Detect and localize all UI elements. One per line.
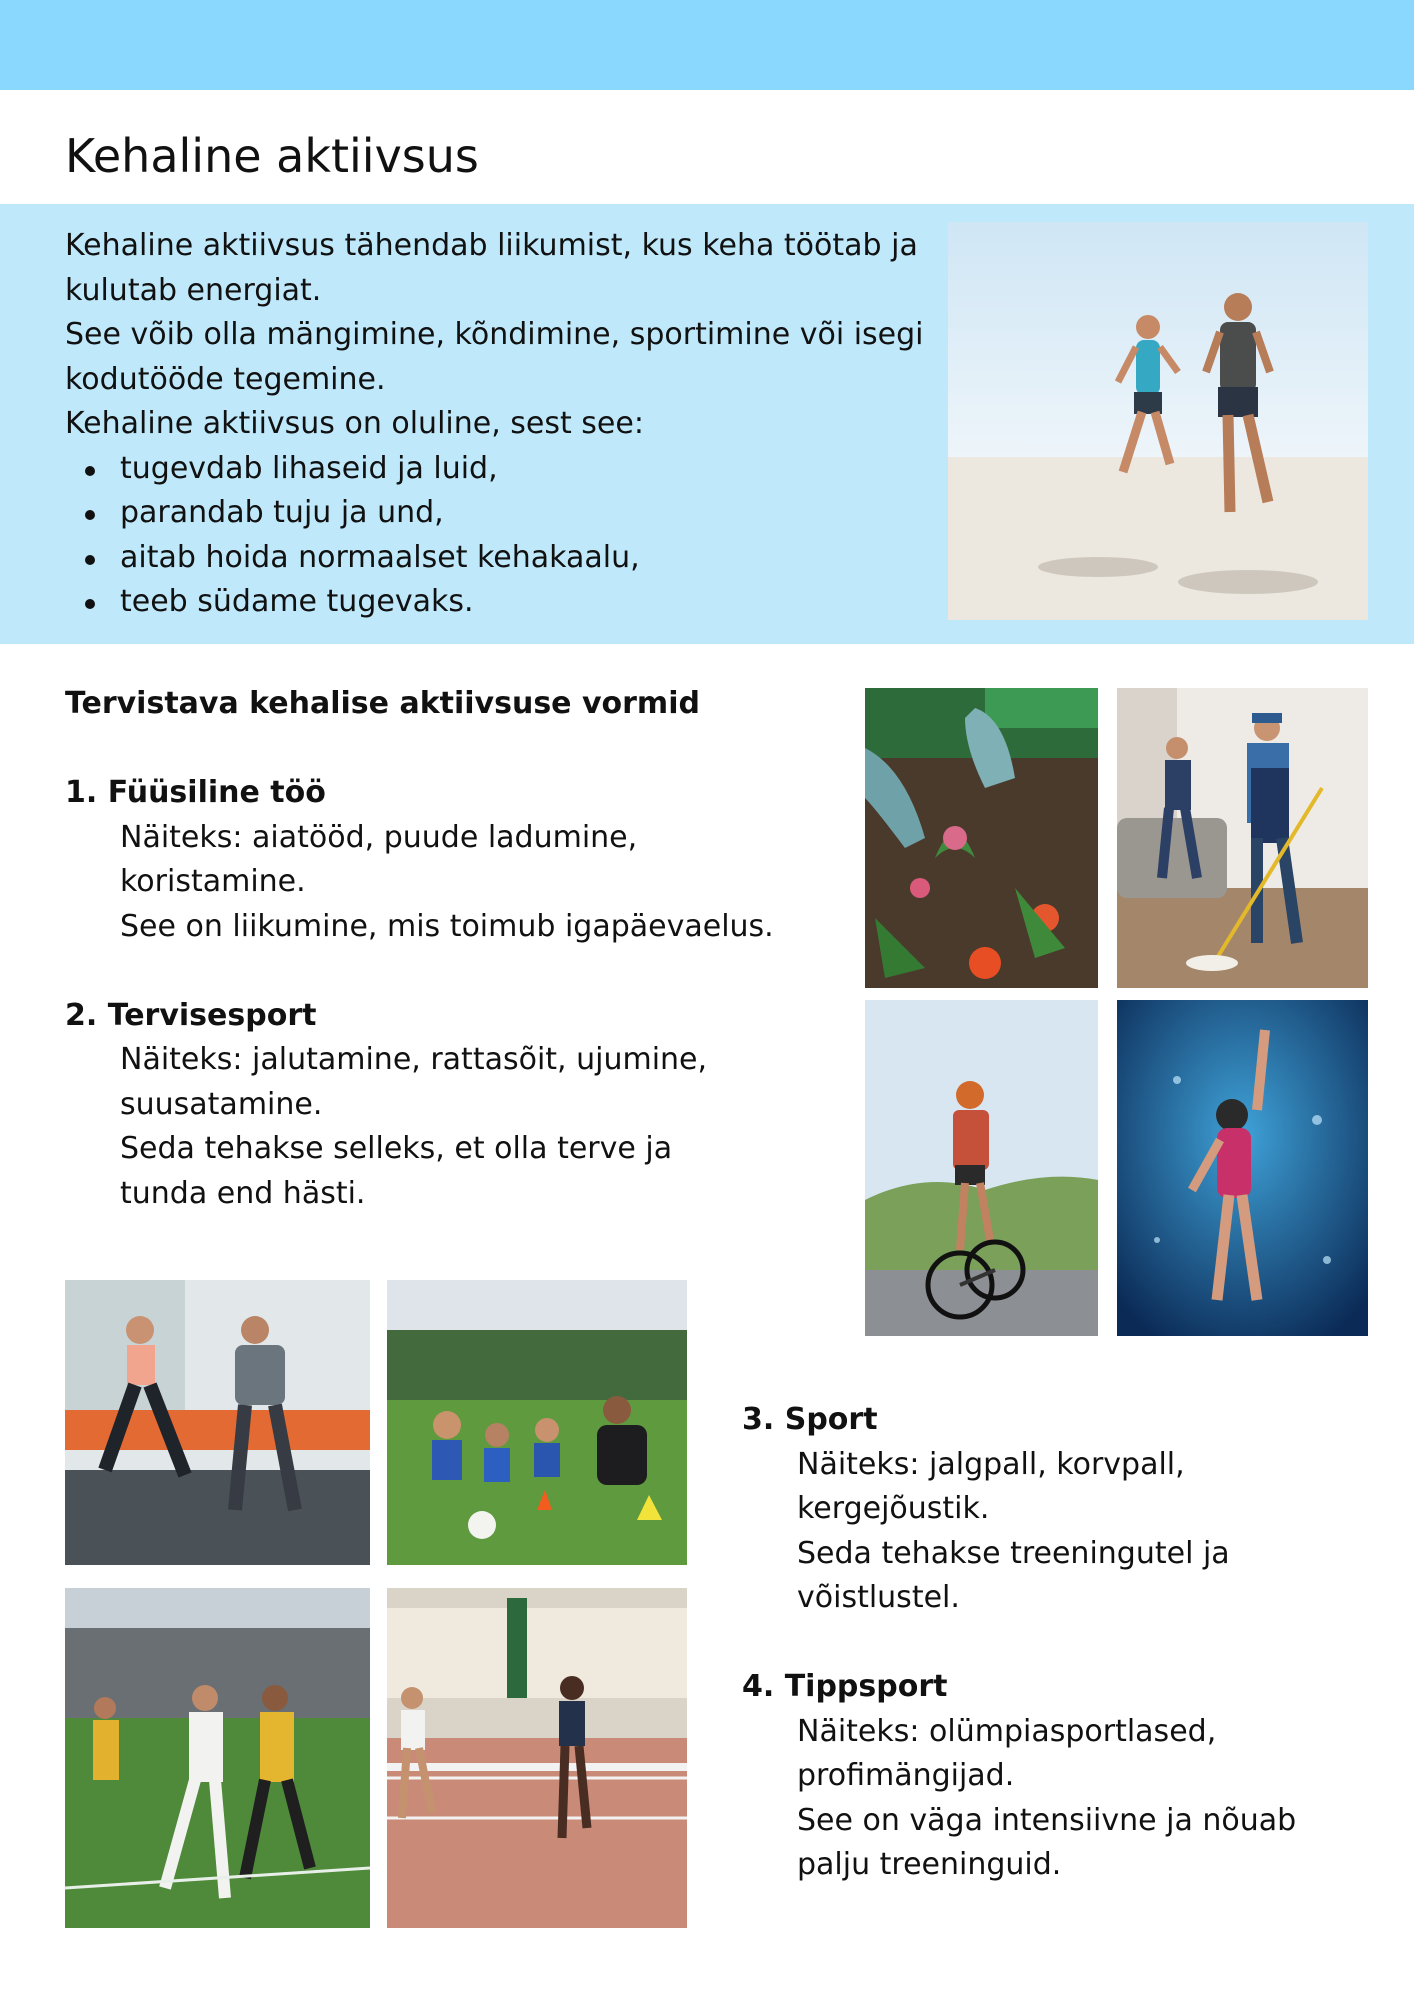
form-heading: 1. Füüsiline töö bbox=[65, 775, 326, 810]
intro-paragraph: See võib olla mängimine, kõndimine, sportimine või isegi kodutööde tegemine. bbox=[65, 317, 924, 397]
kids-football-photo bbox=[387, 1280, 687, 1565]
benefit-item: teeb südame tugevaks. bbox=[65, 580, 945, 625]
benefits-list bbox=[65, 447, 945, 625]
benefit-item: parandab tuju ja und, bbox=[65, 491, 945, 536]
form-description: Seda tehakse treeningutel ja võistlustel. bbox=[797, 1535, 1230, 1615]
form-top-sport bbox=[742, 1665, 1352, 1888]
intro-paragraph: Kehaline aktiivsus on oluline, sest see: bbox=[65, 406, 644, 441]
activity-forms-right bbox=[742, 1398, 1352, 1932]
benefit-item: aitab hoida normaalset kehakaalu, bbox=[65, 536, 945, 581]
form-description: Seda tehakse selleks, et olla terve ja tunda end hästi. bbox=[120, 1131, 673, 1211]
form-health-sport bbox=[65, 994, 825, 1217]
form-example: Näiteks: jalgpall, korvpall, kergejõustik. bbox=[797, 1446, 1185, 1526]
form-heading: 3. Sport bbox=[742, 1402, 878, 1437]
form-example: Näiteks: jalutamine, rattasõit, ujumine, suusatamine. bbox=[120, 1042, 708, 1122]
cleaning-photo bbox=[1117, 688, 1368, 988]
form-physical-work bbox=[65, 771, 825, 949]
trainer-photo bbox=[65, 1280, 370, 1565]
form-description: See on liikumine, mis toimub igapäevaelus. bbox=[120, 908, 774, 944]
intro-text bbox=[65, 224, 945, 625]
form-example: Näiteks: olümpiasportlased, profimängijad. bbox=[797, 1713, 1217, 1793]
cycling-photo bbox=[865, 1000, 1098, 1336]
soccer-match-photo bbox=[65, 1588, 370, 1928]
hurdles-photo bbox=[387, 1588, 687, 1928]
benefit-item: tugevdab lihaseid ja luid, bbox=[65, 447, 945, 492]
top-color-band bbox=[0, 0, 1414, 90]
section-heading: Tervistava kehalise aktiivsuse vormid bbox=[65, 686, 700, 721]
gardening-photo bbox=[865, 688, 1098, 988]
intro-paragraph: Kehaline aktiivsus tähendab liikumist, kus keha töötab ja kulutab energiat. bbox=[65, 228, 918, 308]
swimming-photo bbox=[1117, 1000, 1368, 1336]
activity-forms-left bbox=[65, 682, 825, 1261]
page-title: Kehaline aktiivsus bbox=[65, 129, 479, 183]
form-heading: 2. Tervisesport bbox=[65, 997, 317, 1033]
form-heading: 4. Tippsport bbox=[742, 1669, 948, 1704]
form-sport bbox=[742, 1398, 1352, 1621]
beach-runners-photo bbox=[948, 222, 1368, 620]
form-description: See on väga intensiivne ja nõuab palju treeninguid. bbox=[797, 1802, 1297, 1882]
form-example: Näiteks: aiatööd, puude ladumine, koristamine. bbox=[120, 819, 638, 899]
